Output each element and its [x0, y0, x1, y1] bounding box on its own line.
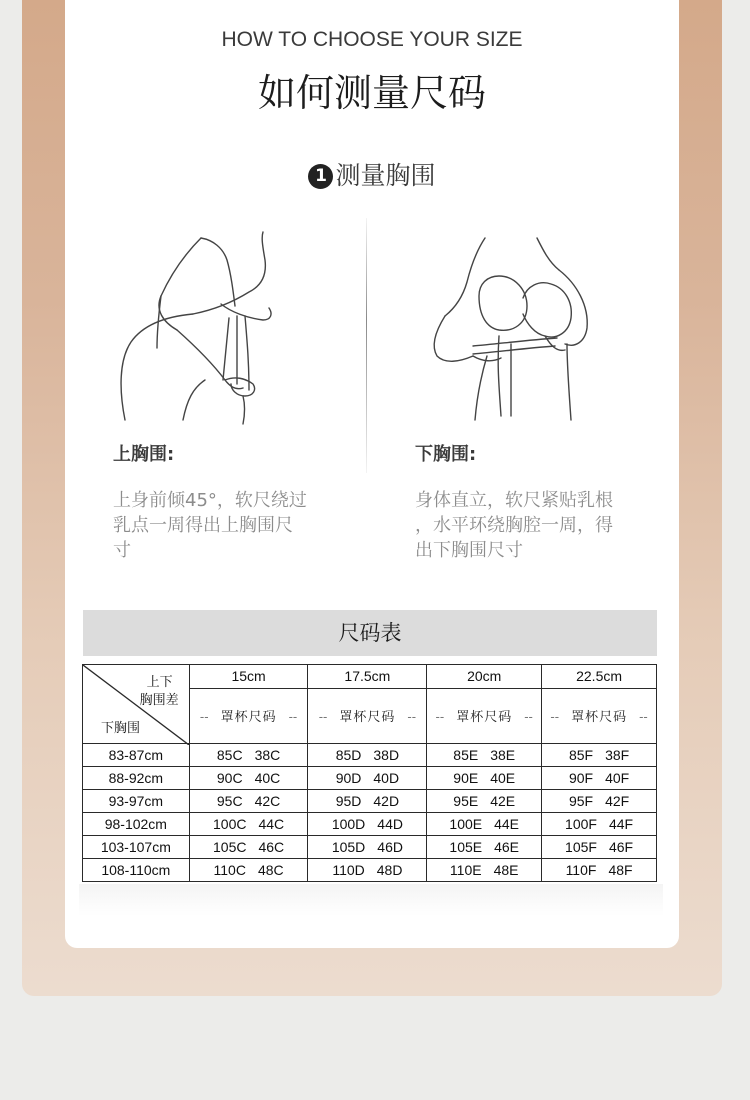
cn-size: 100F	[565, 816, 597, 832]
size-cell	[308, 790, 427, 813]
intl-size: 38E	[490, 747, 516, 763]
size-table-title: 尺码表	[83, 610, 657, 656]
dash: --	[639, 709, 648, 725]
cn-size: 90D	[335, 770, 362, 786]
underbust-heading: 下胸围:	[415, 444, 477, 465]
intl-size: 44F	[608, 816, 634, 832]
size-cell	[542, 836, 657, 859]
table-corner-cell	[83, 665, 190, 744]
instruction-line: ，水平环绕胸腔一周，得	[415, 515, 613, 536]
instruction-line: 寸	[113, 540, 131, 561]
instruction-line: 上身前倾45°，软尺绕过	[113, 490, 307, 511]
size-cell	[427, 859, 542, 882]
intl-size: 46D	[377, 839, 403, 855]
cn-size: 100D	[331, 816, 366, 832]
intl-size: 38D	[373, 747, 400, 763]
size-cell	[427, 813, 542, 836]
intl-size: 48E	[493, 862, 519, 878]
upper-bust-figure-illustration	[113, 230, 293, 425]
intl-size: 42D	[373, 793, 400, 809]
intl-size: 38F	[605, 747, 630, 763]
instruction-line: 出下胸围尺寸	[415, 540, 523, 561]
table-row	[83, 813, 657, 836]
underbust-cell: 108-110cm	[83, 859, 190, 882]
size-cell	[542, 790, 657, 813]
corner-label-middle: 胸围差	[139, 692, 179, 707]
intl-size: 40E	[490, 770, 516, 786]
size-cell	[427, 767, 542, 790]
intl-size: 40D	[373, 770, 400, 786]
table-row	[83, 836, 657, 859]
cn-size: 105E	[449, 839, 483, 855]
dash: --	[288, 709, 298, 725]
intl-size: 46E	[494, 839, 520, 855]
table-row	[83, 744, 657, 767]
underbust-cell: 98-102cm	[83, 813, 190, 836]
size-cell	[189, 813, 308, 836]
cn-size: 90F	[568, 770, 594, 786]
step-number-badge: 1	[308, 164, 333, 189]
table-row	[83, 767, 657, 790]
cn-size: 95C	[216, 793, 243, 809]
dash: --	[407, 709, 417, 725]
intl-size: 42E	[490, 793, 516, 809]
intl-size: 44C	[258, 816, 285, 832]
size-cell	[308, 859, 427, 882]
cup-label: 罩杯尺码	[220, 709, 277, 725]
intl-size: 48D	[376, 862, 403, 878]
cn-size: 85C	[216, 747, 243, 763]
corner-label-top: 上下	[146, 674, 173, 689]
step-label: 测量胸围	[335, 161, 436, 190]
column-header: 22.5cm	[542, 665, 657, 689]
size-cell	[427, 744, 542, 767]
size-cell	[189, 836, 308, 859]
cn-size: 85E	[453, 747, 479, 763]
cn-size: 105F	[565, 839, 597, 855]
cn-size: 105D	[331, 839, 366, 855]
upper-bust-heading: 上胸围:	[113, 444, 175, 465]
underbust-cell: 103-107cm	[83, 836, 190, 859]
size-cell	[427, 790, 542, 813]
size-cell	[189, 744, 308, 767]
underbust-cell: 88-92cm	[83, 767, 190, 790]
size-cell	[427, 836, 542, 859]
corner-label-bottom: 下胸围	[101, 720, 141, 735]
size-cell	[189, 859, 308, 882]
intl-size: 46F	[608, 839, 634, 855]
size-cell	[189, 767, 308, 790]
cup-label: 罩杯尺码	[571, 709, 628, 725]
intl-size: 40F	[605, 770, 630, 786]
cn-size: 110E	[449, 862, 482, 878]
intl-size: 44E	[494, 816, 520, 832]
dash: --	[199, 709, 209, 725]
underbust-figure-illustration	[427, 236, 597, 421]
cn-size: 110C	[213, 862, 246, 878]
size-cell	[542, 859, 657, 882]
figure-divider	[366, 218, 367, 473]
cn-size: 95E	[453, 793, 479, 809]
size-cell	[542, 813, 657, 836]
cn-size: 90C	[216, 770, 243, 786]
cn-size: 85F	[568, 747, 594, 763]
size-cell	[308, 836, 427, 859]
step-heading	[65, 156, 679, 192]
intl-size: 48F	[608, 862, 633, 878]
cn-size: 95F	[568, 793, 594, 809]
underbust-instructions	[415, 488, 655, 563]
size-cell	[308, 767, 427, 790]
size-cell	[308, 744, 427, 767]
intl-size: 48C	[257, 862, 284, 878]
size-cell	[542, 744, 657, 767]
cup-label: 罩杯尺码	[456, 709, 513, 725]
cn-size: 110D	[332, 862, 365, 878]
size-cell	[542, 767, 657, 790]
underbust-cell: 83-87cm	[83, 744, 190, 767]
instruction-line: 身体直立，软尺紧贴乳根	[415, 490, 613, 511]
table-bottom-shade	[79, 884, 663, 916]
size-table	[82, 664, 657, 882]
column-header: 17.5cm	[308, 665, 427, 689]
dash: --	[550, 709, 560, 725]
dash: --	[524, 709, 533, 725]
table-row	[83, 859, 657, 882]
cn-size: 110F	[565, 862, 597, 878]
intl-size: 44D	[377, 816, 403, 832]
size-cell	[189, 790, 308, 813]
instruction-line: 乳点一周得出上胸围尺	[113, 515, 293, 536]
cn-size: 105C	[213, 839, 247, 855]
cup-label-cell	[427, 688, 542, 743]
cn-size: 90E	[453, 770, 479, 786]
column-header: 20cm	[427, 665, 542, 689]
intl-size: 40C	[254, 770, 281, 786]
page-title: 如何测量尺码	[257, 71, 486, 115]
cup-label: 罩杯尺码	[339, 709, 396, 725]
cn-size: 85D	[335, 747, 362, 763]
cn-size: 100C	[213, 816, 247, 832]
underbust-cell: 93-97cm	[83, 790, 190, 813]
cup-label-cell	[189, 688, 308, 743]
cn-size: 100E	[449, 816, 483, 832]
size-cell	[308, 813, 427, 836]
cup-label-cell	[308, 688, 427, 743]
upper-bust-instructions	[113, 488, 353, 563]
dash: --	[318, 709, 328, 725]
cn-size: 95D	[335, 793, 362, 809]
intl-size: 38C	[254, 747, 281, 763]
eyebrow-heading: HOW TO CHOOSE YOUR SIZE	[221, 28, 523, 51]
table-header-row	[83, 665, 657, 689]
size-guide-card	[65, 0, 679, 948]
intl-size: 46C	[258, 839, 285, 855]
table-row	[83, 790, 657, 813]
cup-label-cell	[542, 688, 657, 743]
intl-size: 42F	[605, 793, 630, 809]
dash: --	[435, 709, 445, 725]
intl-size: 42C	[254, 793, 281, 809]
column-header: 15cm	[189, 665, 308, 689]
